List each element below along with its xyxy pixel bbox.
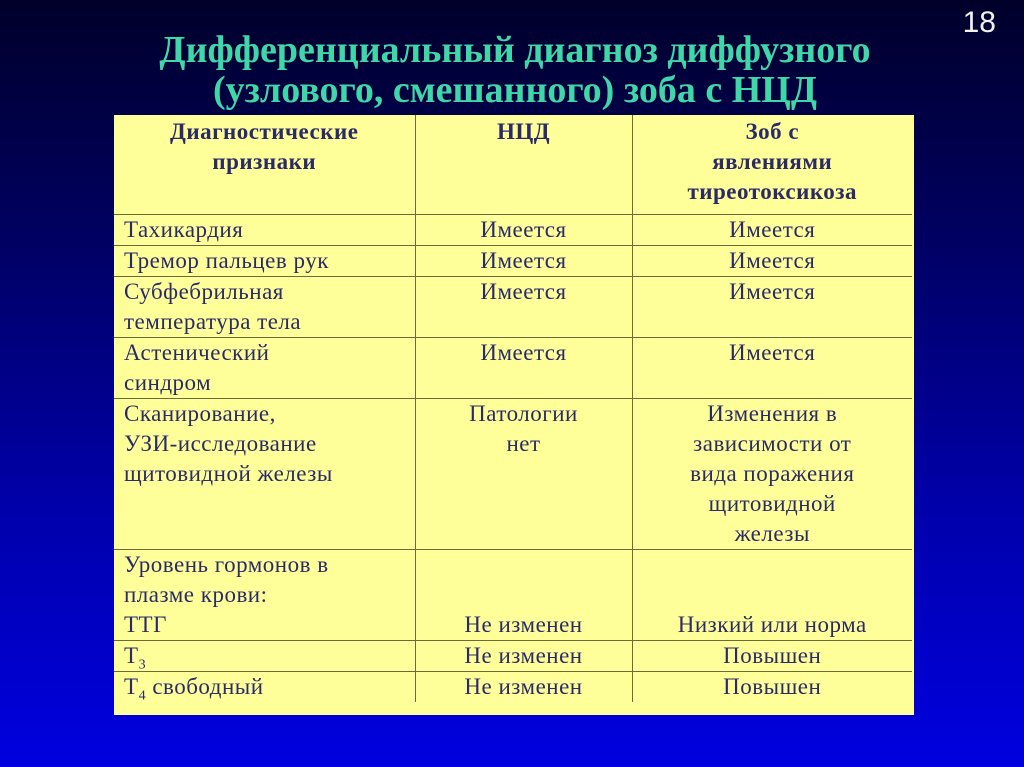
cell-goiter: Повышен <box>632 671 912 702</box>
cell-goiter: Низкий или норма <box>632 549 912 640</box>
cell-sign-subscript: 4 <box>138 688 147 704</box>
slide-number: 18 <box>962 6 996 39</box>
cell-goiter: Имеется <box>632 245 912 276</box>
cell-sign: Тремор пальцев рук <box>114 245 415 276</box>
cell-sign-base: Т <box>124 642 139 668</box>
cell-sign <box>114 337 415 398</box>
cell-sign-subscript: 3 <box>138 657 147 673</box>
cell-sign-base: Т <box>124 673 139 699</box>
table-row <box>114 549 912 640</box>
cell-sign-line: плазме крови: <box>124 581 268 607</box>
cell-sign <box>114 640 415 671</box>
cell-goiter-line: железы <box>734 520 810 546</box>
slide-title-line1: Дифференциальный диагноз диффузного <box>159 29 871 71</box>
cell-sign: Тахикардия <box>114 214 415 245</box>
cell-sign-line: Астенический <box>124 339 270 365</box>
header-goiter <box>632 115 912 214</box>
cell-ncd-line: Патологии <box>469 400 578 426</box>
cell-ncd: Не изменен <box>415 671 632 702</box>
cell-ncd <box>415 398 632 549</box>
table-row <box>114 214 912 245</box>
cell-sign-rest: свободный <box>146 673 264 699</box>
cell-goiter: Имеется <box>632 276 912 337</box>
table-header-row <box>114 115 912 214</box>
cell-sign-line: Уровень гормонов в <box>124 551 329 577</box>
cell-goiter-line: щитовидной <box>708 490 836 516</box>
header-col1-line1: Диагностические <box>170 119 359 144</box>
header-diagnostic-signs <box>114 115 415 214</box>
header-col3-line3: тиреотоксикоза <box>687 179 858 204</box>
header-col1-line2: признаки <box>212 149 317 174</box>
cell-goiter: Повышен <box>632 640 912 671</box>
cell-goiter: Имеется <box>632 337 912 398</box>
cell-sign-line: Сканирование, <box>124 400 276 426</box>
cell-goiter-line: зависимости от <box>693 430 852 456</box>
header-col3-line1: Зоб с <box>745 119 800 144</box>
cell-sign <box>114 671 415 702</box>
cell-ncd: Не изменен <box>415 549 632 640</box>
cell-goiter <box>632 398 912 549</box>
cell-sign-line: УЗИ-исследование <box>124 430 317 456</box>
table-row <box>114 337 912 398</box>
cell-ncd: Имеется <box>415 245 632 276</box>
cell-sign-line: температура тела <box>124 308 302 334</box>
table-row <box>114 398 912 549</box>
slide-title <box>60 30 970 110</box>
slide-title-line2: (узлового, смешанного) зоба с НЦД <box>213 69 817 111</box>
cell-sign-line: щитовидной железы <box>124 460 333 486</box>
cell-sign <box>114 276 415 337</box>
diagnosis-table-panel <box>114 115 914 715</box>
cell-sign-line: Субфебрильная <box>124 278 284 304</box>
cell-ncd: Имеется <box>415 276 632 337</box>
cell-sign-line: ТТГ <box>124 611 167 637</box>
cell-sign <box>114 549 415 640</box>
cell-goiter-line: вида поражения <box>690 460 855 486</box>
cell-ncd: Не изменен <box>415 640 632 671</box>
cell-goiter-line: Изменения в <box>707 400 838 426</box>
table-row <box>114 245 912 276</box>
cell-sign <box>114 398 415 549</box>
table-row <box>114 276 912 337</box>
table-row <box>114 640 912 671</box>
header-ncd: НЦД <box>415 115 632 214</box>
diagnosis-table <box>114 115 912 702</box>
cell-ncd: Имеется <box>415 337 632 398</box>
header-col3-line2: явлениями <box>712 149 833 174</box>
table-row <box>114 671 912 702</box>
cell-ncd-line: нет <box>506 430 541 456</box>
cell-ncd: Имеется <box>415 214 632 245</box>
cell-goiter: Имеется <box>632 214 912 245</box>
cell-sign-line: синдром <box>124 369 212 395</box>
